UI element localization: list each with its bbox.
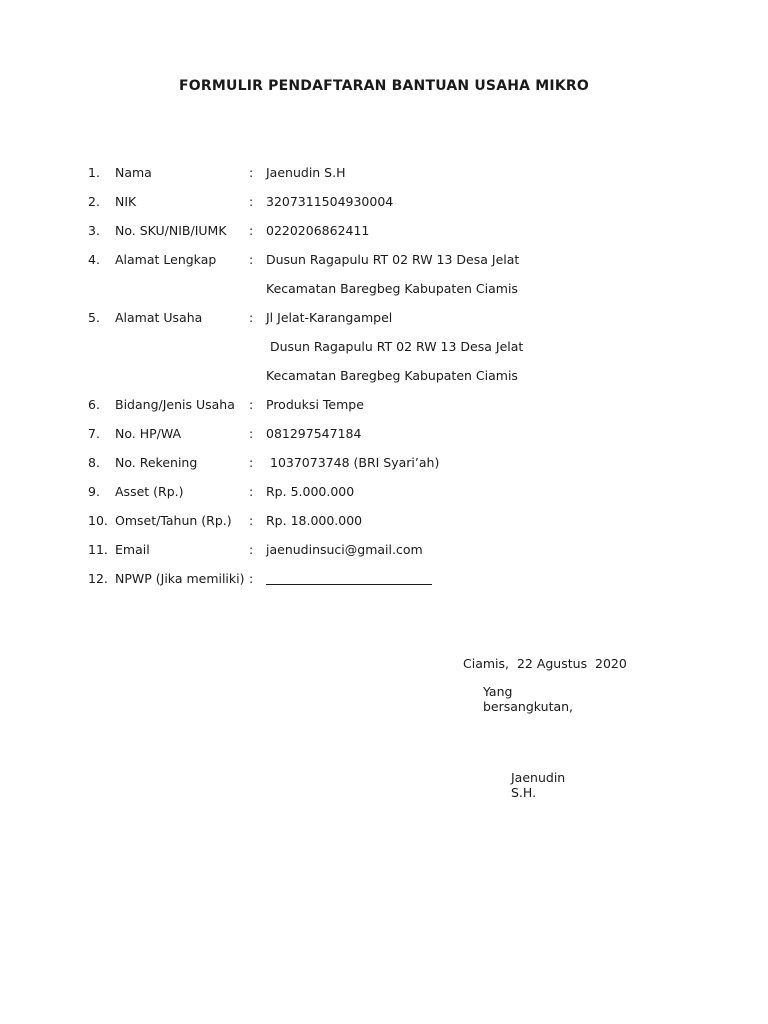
field-number: 10. (88, 513, 108, 528)
field-label: Alamat Usaha (115, 310, 203, 325)
field-colon: : (249, 223, 254, 238)
field-number: 6. (88, 397, 100, 412)
field-number: 8. (88, 455, 100, 470)
field-colon: : (249, 542, 254, 557)
field-colon: : (249, 513, 254, 528)
field-colon: : (249, 397, 254, 412)
field-value-continuation: Kecamatan Baregbeg Kabupaten Ciamis (266, 281, 518, 296)
field-value-continuation: Kecamatan Baregbeg Kabupaten Ciamis (266, 368, 518, 383)
signature-role: Yang bersangkutan, (483, 684, 574, 714)
field-row-bidang-usaha (88, 396, 688, 425)
field-value: jaenudinsuci@gmail.com (266, 542, 423, 557)
field-row-asset (88, 483, 688, 512)
field-value: Rp. 18.000.000 (266, 513, 363, 528)
field-label: No. SKU/NIB/IUMK (115, 223, 227, 238)
npwp-blank-line (266, 570, 432, 587)
field-row-npwp (88, 570, 688, 599)
field-value-continuation: Dusun Ragapulu RT 02 RW 13 Desa Jelat (270, 339, 524, 354)
field-row-sku (88, 222, 688, 251)
field-label: Alamat Lengkap (115, 252, 217, 267)
field-label: Bidang/Jenis Usaha (115, 397, 235, 412)
field-value: Rp. 5.000.000 (266, 484, 355, 499)
field-number: 4. (88, 252, 100, 267)
field-label: No. HP/WA (115, 426, 182, 441)
field-number: 9. (88, 484, 100, 499)
field-value: 1037073748 (BRI Syari’ah) (270, 455, 440, 470)
field-label: No. Rekening (115, 455, 198, 470)
field-colon: : (249, 455, 254, 470)
field-colon: : (249, 426, 254, 441)
field-number: 1. (88, 165, 100, 180)
field-row-email (88, 541, 688, 570)
field-row-omset (88, 512, 688, 541)
field-colon: : (249, 310, 254, 325)
field-number: 7. (88, 426, 100, 441)
field-value: Jaenudin S.H (266, 165, 346, 180)
page-title: FORMULIR PENDAFTARAN BANTUAN USAHA MIKRO (179, 78, 589, 94)
signature-name: Jaenudin S.H. (511, 770, 566, 800)
blank-underline (266, 570, 432, 585)
field-label: NIK (115, 194, 137, 209)
field-row-alamat-usaha-cont-2 (88, 367, 688, 396)
field-number: 3. (88, 223, 100, 238)
field-value: 3207311504930004 (266, 194, 394, 209)
field-number: 5. (88, 310, 100, 325)
field-value: Dusun Ragapulu RT 02 RW 13 Desa Jelat (266, 252, 520, 267)
field-colon: : (249, 571, 254, 586)
field-value: 081297547184 (266, 426, 362, 441)
field-colon: : (249, 252, 254, 267)
field-label: Nama (115, 165, 152, 180)
field-colon: : (249, 165, 254, 180)
field-label: Asset (Rp.) (115, 484, 184, 499)
field-row-alamat-usaha-cont-1 (88, 338, 688, 367)
field-row-hp-wa (88, 425, 688, 454)
field-number: 12. (88, 571, 108, 586)
field-row-rekening (88, 454, 688, 483)
field-number: 11. (88, 542, 108, 557)
field-row-alamat-lengkap (88, 251, 688, 280)
field-label: Omset/Tahun (Rp.) (115, 513, 232, 528)
field-row-nama (88, 164, 688, 193)
form-fields (88, 164, 688, 599)
field-row-alamat-usaha (88, 309, 688, 338)
field-colon: : (249, 194, 254, 209)
field-row-alamat-lengkap-cont (88, 280, 688, 309)
field-value: Produksi Tempe (266, 397, 364, 412)
field-label: Email (115, 542, 150, 557)
signature-place-date: Ciamis, 22 Agustus 2020 (463, 656, 627, 671)
field-row-nik (88, 193, 688, 222)
field-label: NPWP (Jika memiliki) (115, 571, 245, 586)
field-number: 2. (88, 194, 100, 209)
field-colon: : (249, 484, 254, 499)
field-value: 0220206862411 (266, 223, 370, 238)
field-value: Jl Jelat-Karangampel (266, 310, 393, 325)
